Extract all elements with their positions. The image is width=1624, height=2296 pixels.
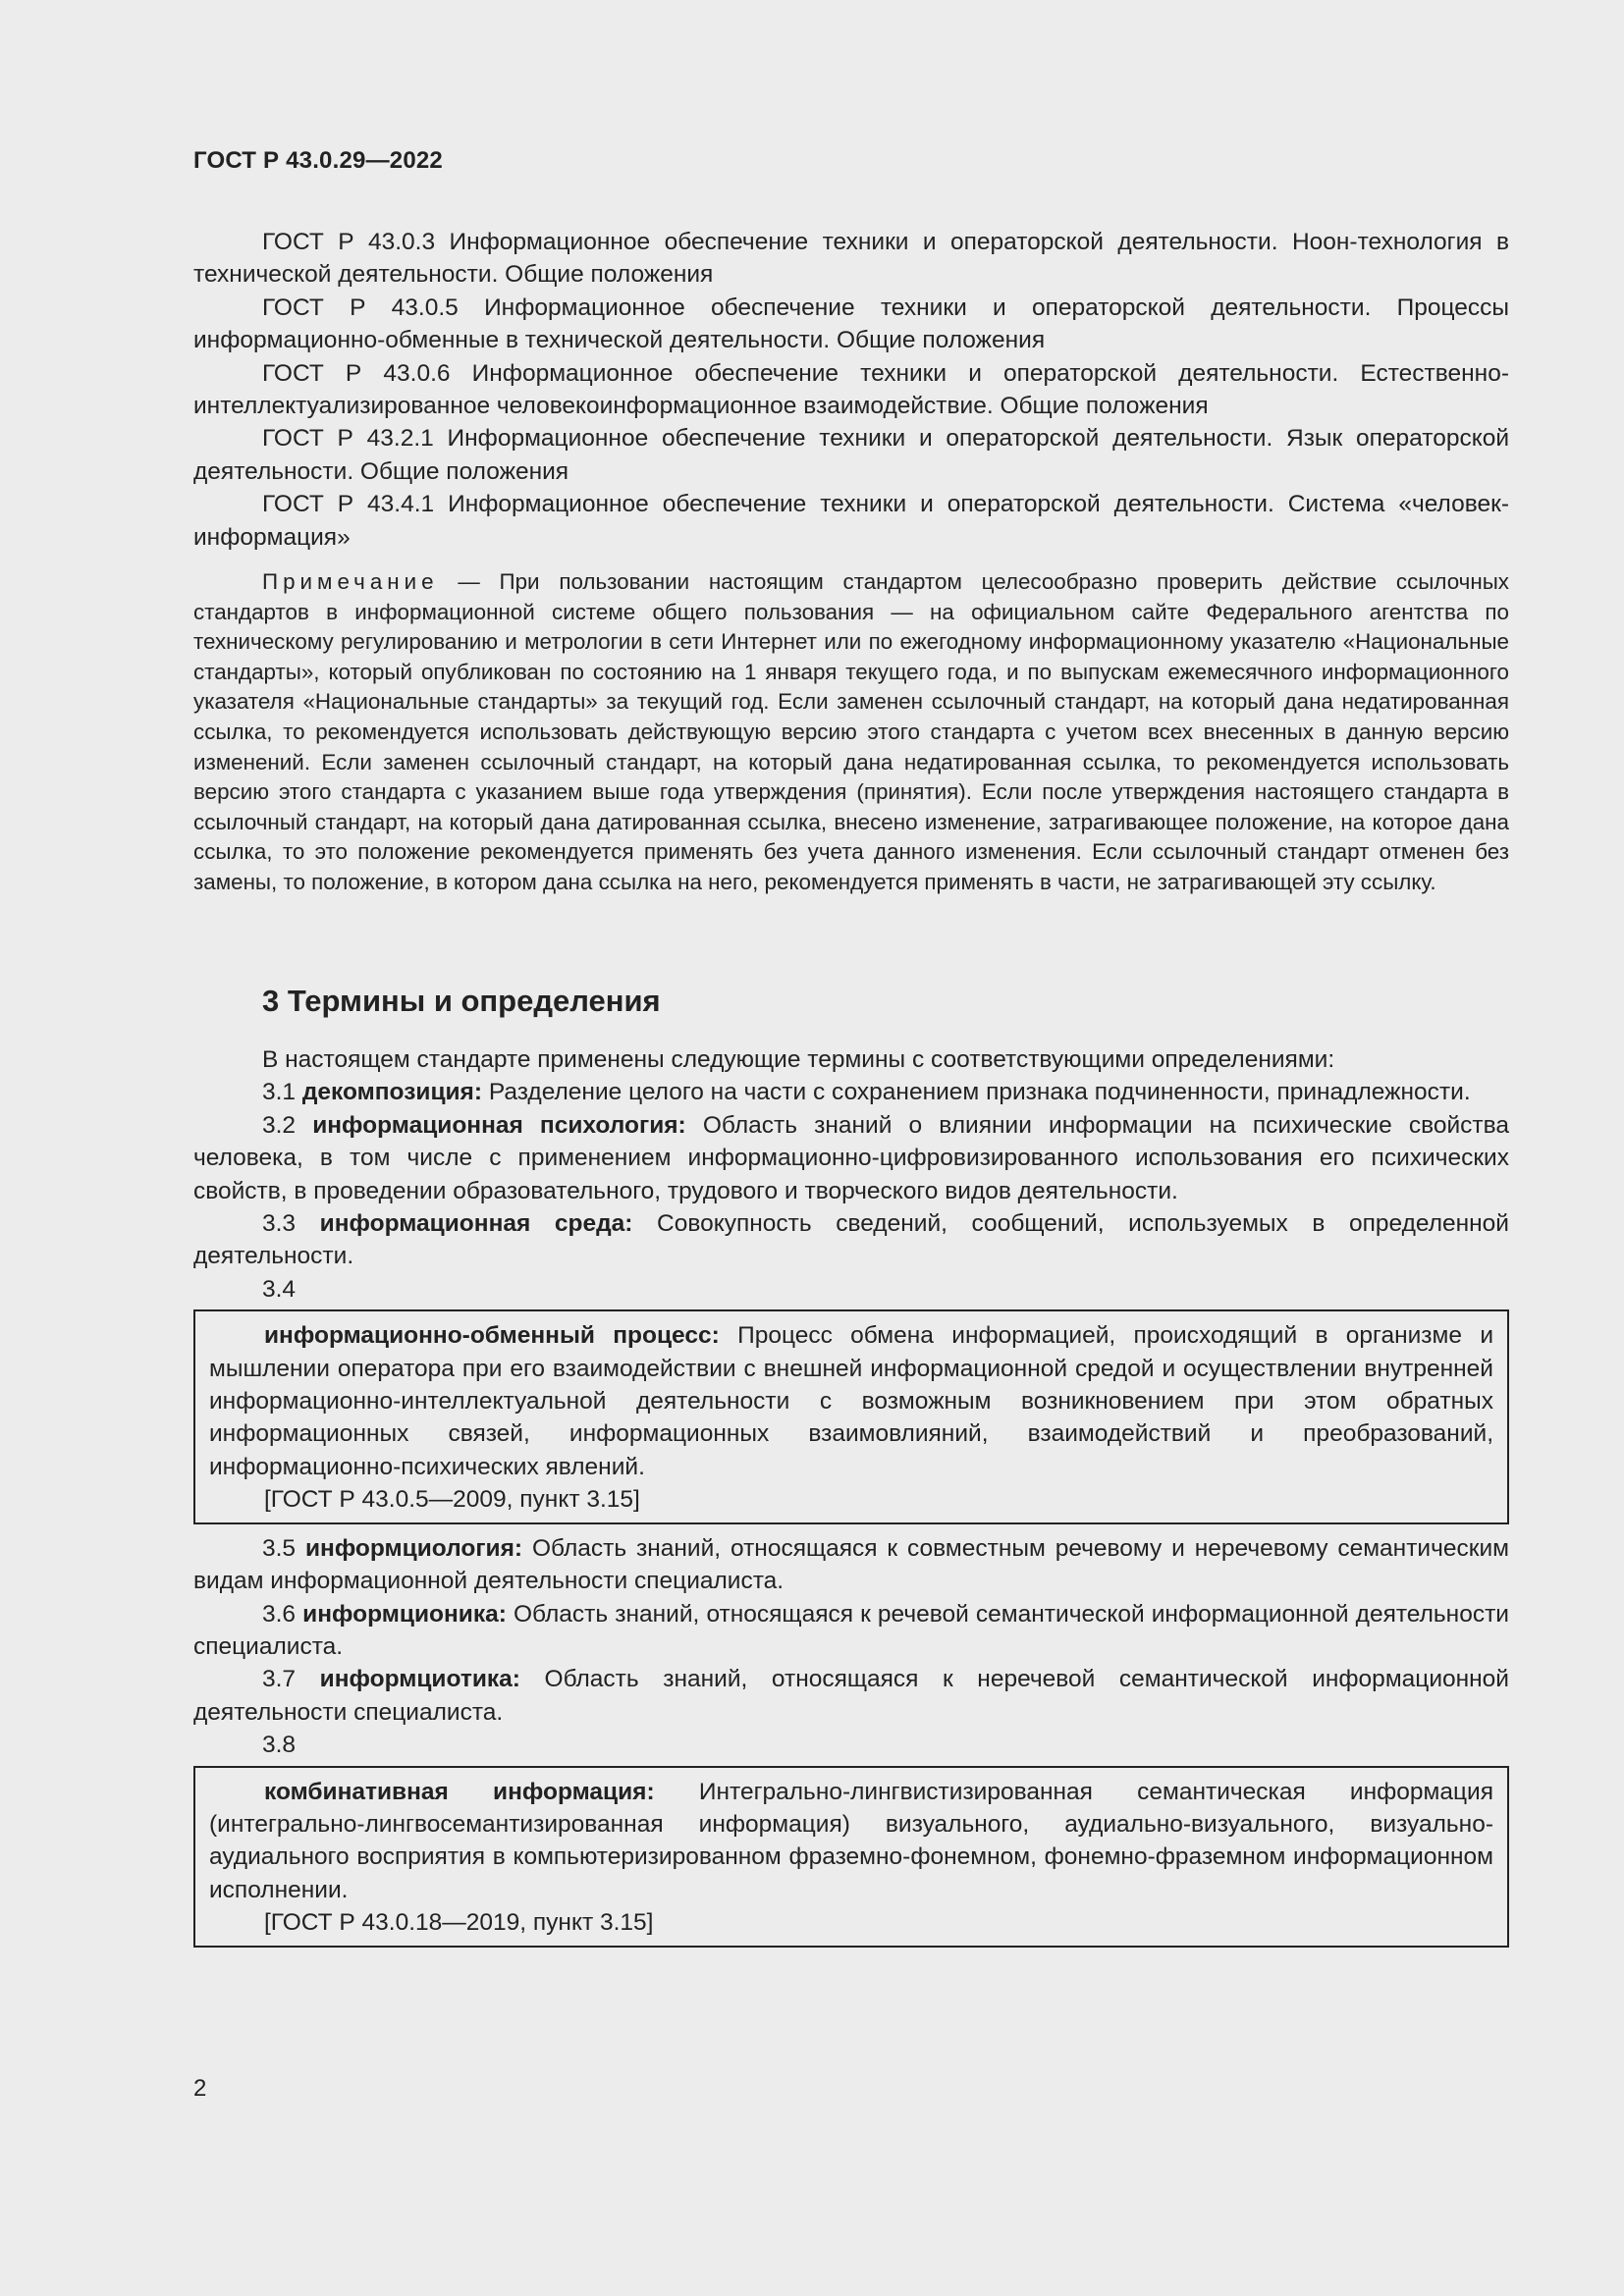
term-name: информционика: [302, 1600, 507, 1628]
term-name: информационно-обменный процесс: [264, 1322, 720, 1350]
term-name: декомпозиция: [301, 1079, 483, 1106]
term-definition: Область знаний, относящаяся к совместным речевому и неречевому семантическим видам информационной деятельности специалиста. [193, 1534, 1509, 1595]
term-name: информационная психология: [312, 1111, 686, 1139]
term-number: 3.1 [262, 1079, 297, 1106]
term-entry [209, 1319, 1493, 1483]
reference-item: ГОСТ Р 43.0.3 Информационное обеспечение техники и операторской деятельности. Ноон-технология в технической деятельности. Общие положения [193, 229, 1509, 289]
term-entry [193, 1207, 1509, 1273]
note-text: При пользовании настоящим стандартом целесообразно проверить действие ссылочных стандартов в информационной системе общего пользования — на официальном сайте Федерального агентства по техническому регулированию и метрологии в сети Интернет или по ежегодному информационному указателю «Национальные стандарты», который опубликован по состоянию на 1 января текущего года, и по выпускам ежемесячного информационного указателя «Национальные стандарты» за текущий год. Если заменен ссылочный стандарт, на который дана недатированная ссылка, то рекомендуется использовать действующую версию этого стандарта с учетом всех внесенных в данную версию изменений. Если заменен ссылочный стандарт, на который дана недатированная ссылка, то рекомендуется использовать версию этого стандарта с указанием выше года утверждения (принятия). Если после утверждения настоящего стандарта в ссылочный стандарт, на который дана датированная ссылка, внесено изменение, затрагивающее положение, на которое дана ссылка, то это положение рекомендуется применять без учета данного изменения. Если ссылочный стандарт отменен без замены, то положение, в котором дана ссылка на него, рекомендуется применять в части, не затрагивающей эту ссылку. [193, 569, 1509, 894]
note-block [193, 567, 1509, 898]
reference-item: ГОСТ Р 43.2.1 Информационное обеспечение техники и операторской деятельности. Язык операторской деятельности. Общие положения [193, 425, 1509, 485]
note-dash: — [438, 569, 500, 594]
term-name: информационная среда: [319, 1210, 633, 1238]
term-definition: Совокупность сведений, сообщений, используемых в определенной деятельности. [193, 1210, 1509, 1270]
note-paragraph [193, 567, 1509, 898]
note-label: Примечание [262, 569, 439, 594]
term-definition: Область знаний, относящаяся к неречевой семантической информационной деятельности специалиста. [193, 1666, 1509, 1726]
term-number: 3.4 [262, 1275, 297, 1303]
term-definition: Интегрально-лингвистизированная семантическая информация (интегрально-лингвосемантизированная информация) визуального, аудиально-визуального, визуально-аудиального восприятия в компьютеризированном фраземно-фонемном, фонемно-фраземном информационном исполнении. [209, 1778, 1493, 1903]
term-entry [209, 1776, 1493, 1907]
term-entry [193, 1598, 1509, 1664]
reference-item: ГОСТ Р 43.0.5 Информационное обеспечение техники и операторской деятельности. Процессы информационно-обменные в технической деятельности. Общие положения [193, 294, 1509, 354]
term-definition: Разделение целого на части с сохранением признака подчиненности, принадлежности. [488, 1079, 1471, 1106]
term-name: информциотика: [319, 1666, 520, 1693]
term-name: информциология: [304, 1534, 523, 1562]
section-intro: В настоящем стандарте применены следующие термины с соответствующими определениями: [262, 1046, 1335, 1073]
section-title: 3 Термины и определения [262, 984, 661, 1018]
normative-references-list [193, 226, 1509, 554]
term-entry [193, 1663, 1509, 1729]
term-number: 3.3 [262, 1210, 297, 1238]
term-number: 3.6 [262, 1600, 297, 1628]
term-entry [193, 1532, 1509, 1598]
terms-list [193, 1043, 1509, 1955]
term-definition: Область знаний, относящаяся к речевой семантической информационной деятельности специалиста. [193, 1600, 1509, 1660]
reference-item: ГОСТ Р 43.4.1 Информационное обеспечение техники и операторской деятельности. Система «человек-информация» [193, 491, 1509, 551]
term-number: 3.7 [262, 1666, 297, 1693]
term-entry [193, 1076, 1509, 1108]
term-source: [ГОСТ Р 43.0.18—2019, пункт 3.15] [264, 1909, 654, 1937]
term-definition: Процесс обмена информацией, происходящий в организме и мышлении оператора при его взаимодействии с внешней информационной средой и осуществлении внутренней информационно-интеллектуальной деятельности с возможным возникновением при этом обратных информационных связей, информационных взаимовлияний, взаимодействий и преобразований, информационно-психических явлений. [209, 1322, 1494, 1480]
term-number: 3.2 [262, 1111, 297, 1139]
term-definition: Область знаний о влиянии информации на психические свойства человека, в том числе с применением информационно-цифровизированного использования его психических свойств, в проведении образовательного, трудового и творческого видов деятельности. [193, 1111, 1509, 1204]
document-code-header: ГОСТ Р 43.0.29—2022 [193, 147, 443, 174]
page-number: 2 [193, 2075, 207, 2102]
term-number: 3.5 [262, 1534, 297, 1562]
boxed-term-frame [193, 1766, 1509, 1948]
term-source: [ГОСТ Р 43.0.5—2009, пункт 3.15] [264, 1486, 640, 1514]
term-number: 3.8 [262, 1732, 297, 1759]
term-entry [193, 1109, 1509, 1207]
term-name: комбинативная информация: [264, 1778, 655, 1805]
reference-item: ГОСТ Р 43.0.6 Информационное обеспечение техники и операторской деятельности. Естественно-интеллектуализированное человекоинформационное взаимодействие. Общие положения [193, 359, 1509, 420]
boxed-term-frame [193, 1309, 1509, 1523]
